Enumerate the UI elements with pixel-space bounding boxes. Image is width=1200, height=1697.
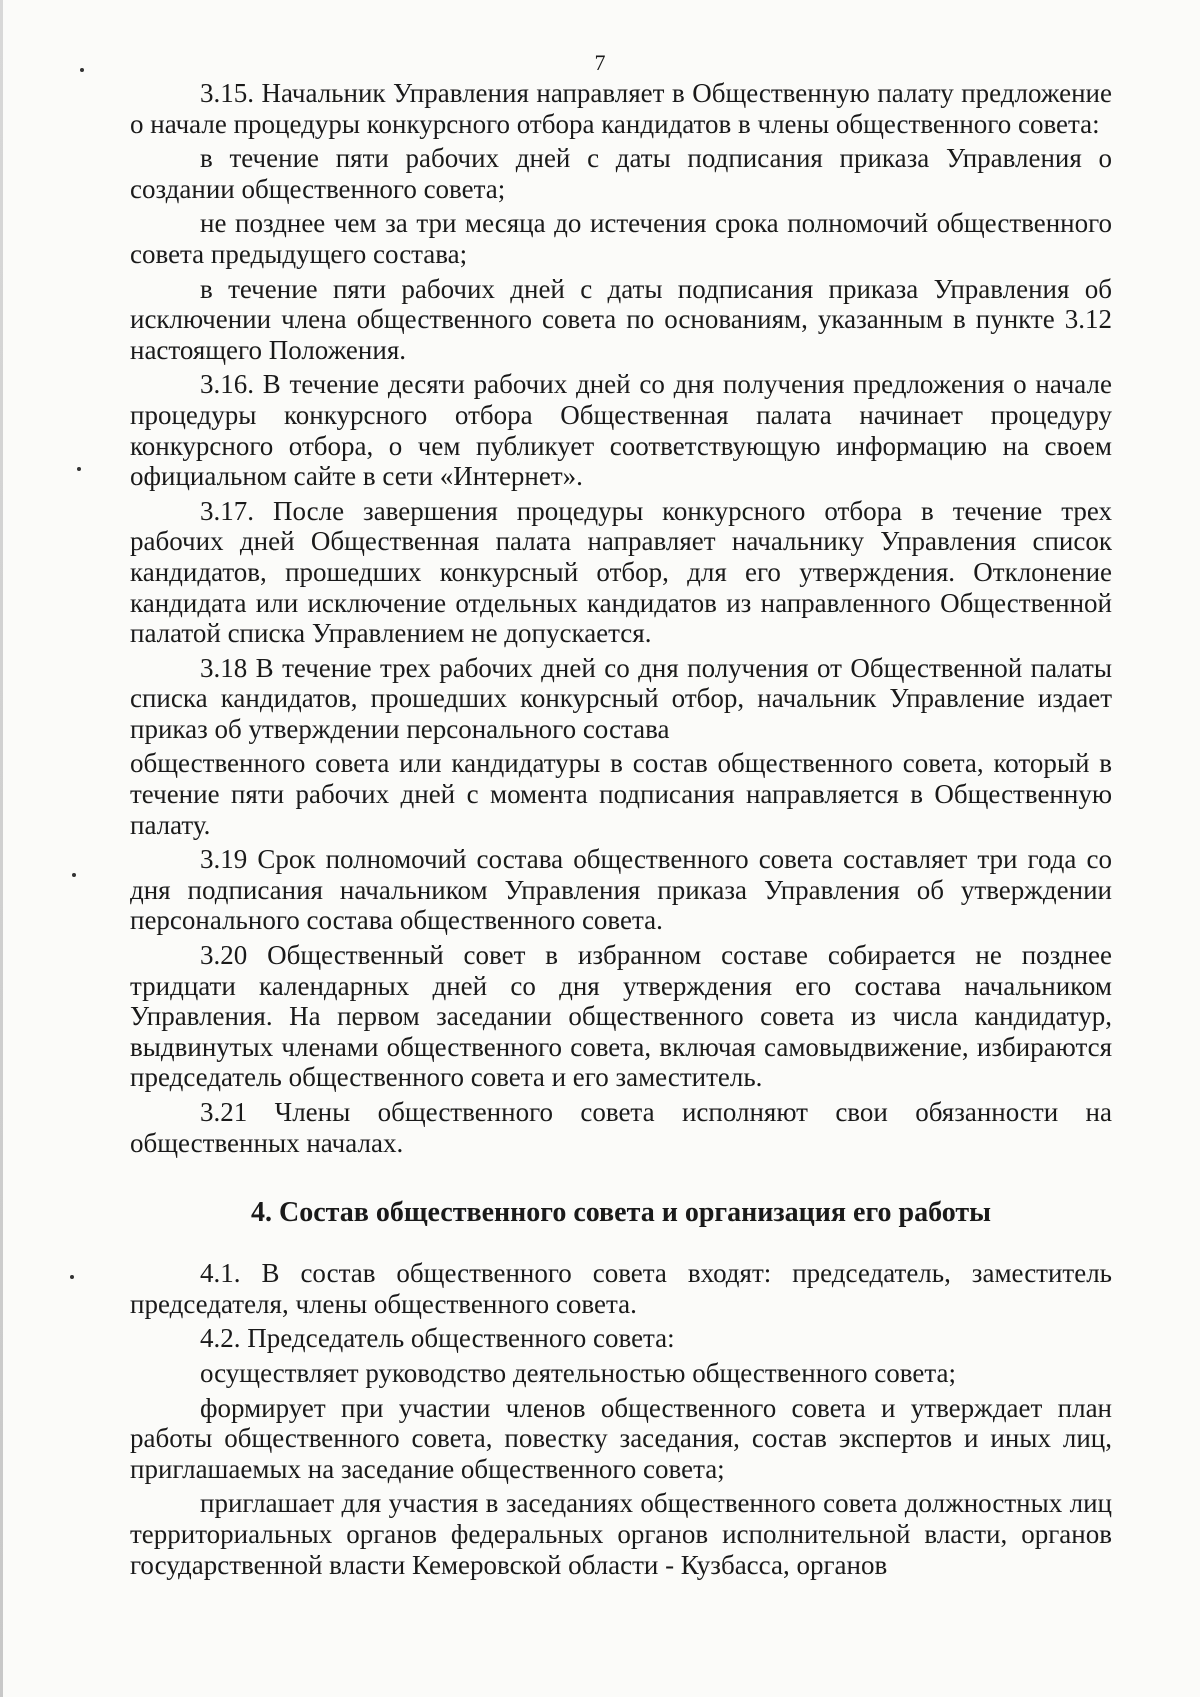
section-4-paragraphs bbox=[130, 1258, 1112, 1580]
paragraph: 3.17. После завершения процедуры конкурсного отбора в течение трех рабочих дней Общественная палата направляет начальнику Управления список кандидатов, прошедших конкурсный отбор, для его утверждения. Отклонение кандидата или исключение отдельных кандидатов из направленного Общественной палатой списка Управлением не допускается. bbox=[130, 495, 1112, 649]
paragraph: общественного совета или кандидатуры в состав общественного совета, который в течение пяти рабочих дней с момента подписания направляется в Общественную палату. bbox=[130, 748, 1112, 840]
paragraph: 4.2. Председатель общественного совета: bbox=[200, 1323, 675, 1354]
paragraph: осуществляет руководство деятельностью общественного совета; bbox=[200, 1357, 956, 1388]
paragraph: 3.15. Начальник Управления направляет в Общественную палату предложение о начале процедуры конкурсного отбора кандидатов в члены общественного совета: bbox=[130, 78, 1112, 139]
paragraph: 3.19 Срок полномочий состава общественного совета составляет три года со дня подписания начальником Управления приказа Управления об утверждении персонального состава общественного совета. bbox=[130, 844, 1112, 936]
paragraph: 3.18 В течение трех рабочих дней со дня получения от Общественной палаты списка кандидатов, прошедших конкурсный отбор, начальник Управление издает приказ об утверждении персонального состава bbox=[130, 652, 1112, 744]
scan-speck bbox=[70, 1275, 74, 1279]
section-3-paragraphs bbox=[130, 78, 1112, 1158]
scan-speck bbox=[72, 873, 76, 877]
paragraph: формирует при участии членов общественного совета и утверждает план работы общественного совета, повестку заседания, состав экспертов и иных лиц, приглашаемых на заседание общественного совета; bbox=[130, 1392, 1112, 1484]
scan-speck bbox=[80, 68, 84, 72]
paragraph: 3.21 Члены общественного совета исполняют свои обязанности на общественных началах. bbox=[130, 1097, 1112, 1158]
scan-speck bbox=[77, 467, 81, 471]
section-heading: 4. Состав общественного совета и организация его работы bbox=[251, 1197, 991, 1229]
paragraph: в течение пяти рабочих дней с даты подписания приказа Управления о создании общественного совета; bbox=[130, 143, 1112, 204]
paragraph: 3.16. В течение десяти рабочих дней со дня получения предложения о начале процедуры конкурсного отбора Общественная палата начинает процедуру конкурсного отбора, о чем публикует соответствующую информацию на своем официальном сайте в сети «Интернет». bbox=[130, 369, 1112, 492]
paragraph: 4.1. В состав общественного совета входят: председатель, заместитель председателя, члены общественного совета. bbox=[130, 1258, 1112, 1319]
page-number: 7 bbox=[594, 50, 606, 75]
document-body bbox=[130, 78, 1112, 1580]
paragraph: 3.20 Общественный совет в избранном составе собирается не позднее тридцати календарных дней со дня утверждения его состава начальником Управления. На первом заседании общественного совета из числа кандидатур, выдвинутых членами общественного совета, включая самовыдвижение, избираются председатель общественного совета и его заместитель. bbox=[130, 940, 1112, 1093]
paragraph: приглашает для участия в заседаниях общественного совета должностных лиц территориальных органов федеральных органов исполнительной власти, органов государственной власти Кемеровской области - Кузбасса, органов bbox=[130, 1488, 1112, 1580]
paragraph: не позднее чем за три месяца до истечения срока полномочий общественного совета предыдущего состава; bbox=[130, 208, 1112, 269]
paragraph: в течение пяти рабочих дней с даты подписания приказа Управления об исключении члена общественного совета по основаниям, указанным в пункте 3.12 настоящего Положения. bbox=[130, 273, 1112, 365]
scan-edge bbox=[0, 0, 3, 1697]
